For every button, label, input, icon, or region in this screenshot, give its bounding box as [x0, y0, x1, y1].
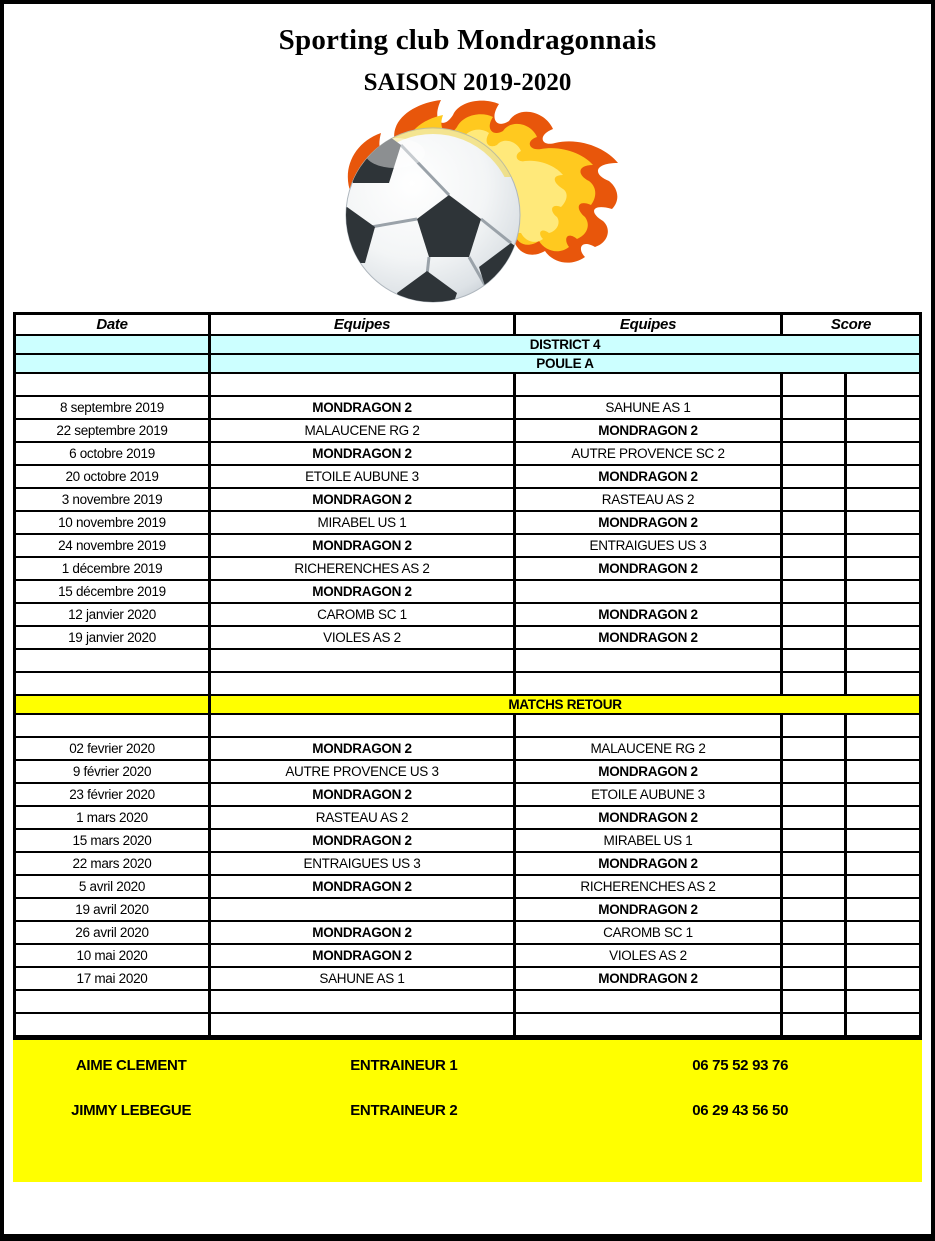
- score-cell: [783, 807, 847, 830]
- away-team-cell: MONDRAGON 2: [516, 807, 783, 830]
- match-row: [16, 968, 919, 991]
- score-cell: [783, 876, 847, 899]
- score-cell: [847, 443, 919, 466]
- match-row: [16, 876, 919, 899]
- date-cell: 02 fevrier 2020: [16, 738, 211, 761]
- score-cell: [847, 420, 919, 443]
- date-cell: [16, 715, 211, 738]
- match-table: [13, 312, 922, 1040]
- score-cell: [847, 991, 919, 1014]
- spacer-row: [16, 650, 919, 673]
- score-cell: [783, 830, 847, 853]
- date-cell: 23 février 2020: [16, 784, 211, 807]
- score-cell: [847, 738, 919, 761]
- score-cell: [783, 991, 847, 1014]
- away-team-cell: VIOLES AS 2: [516, 945, 783, 968]
- date-cell: 8 septembre 2019: [16, 397, 211, 420]
- flaming-soccer-ball-icon: [331, 99, 621, 304]
- home-team-cell: MONDRAGON 2: [211, 535, 516, 558]
- coach-phone: 06 75 52 93 76: [692, 1057, 789, 1074]
- home-team-cell: MONDRAGON 2: [211, 489, 516, 512]
- coach-name: JIMMY LEBEGUE: [71, 1102, 192, 1119]
- home-team-cell: [211, 650, 516, 673]
- score-cell: [847, 581, 919, 604]
- score-cell: [783, 489, 847, 512]
- away-team-cell: RICHERENCHES AS 2: [516, 876, 783, 899]
- away-team-cell: ENTRAIGUES US 3: [516, 535, 783, 558]
- home-team-cell: [211, 673, 516, 696]
- header-equipes-away: Equipes: [516, 315, 783, 336]
- score-cell: [847, 853, 919, 876]
- score-cell: [783, 673, 847, 696]
- home-team-cell: MIRABEL US 1: [211, 512, 516, 535]
- score-cell: [847, 535, 919, 558]
- spacer-row: [16, 374, 919, 397]
- home-team-cell: MONDRAGON 2: [211, 945, 516, 968]
- home-team-cell: [211, 1014, 516, 1037]
- spacer-row: [16, 715, 919, 738]
- score-cell: [783, 853, 847, 876]
- coach-role: ENTRAINEUR 1: [350, 1057, 458, 1074]
- match-row: [16, 627, 919, 650]
- score-cell: [783, 466, 847, 489]
- away-team-cell: MONDRAGON 2: [516, 761, 783, 784]
- poule-label: POULE A: [211, 355, 919, 374]
- away-team-cell: CAROMB SC 1: [516, 922, 783, 945]
- score-cell: [847, 512, 919, 535]
- date-cell: 9 février 2020: [16, 761, 211, 784]
- date-cell: 10 mai 2020: [16, 945, 211, 968]
- date-cell: 22 mars 2020: [16, 853, 211, 876]
- match-row: [16, 761, 919, 784]
- spacer-row: [16, 991, 919, 1014]
- coaches-panel: [13, 1040, 922, 1182]
- score-cell: [783, 715, 847, 738]
- away-team-cell: [516, 374, 783, 397]
- home-team-cell: [211, 374, 516, 397]
- match-row: [16, 443, 919, 466]
- header-date: Date: [16, 315, 211, 336]
- away-team-cell: MONDRAGON 2: [516, 512, 783, 535]
- home-team-cell: MONDRAGON 2: [211, 830, 516, 853]
- coach-phone: 06 29 43 56 50: [692, 1102, 789, 1119]
- home-team-cell: [211, 899, 516, 922]
- header-equipes-home: Equipes: [211, 315, 516, 336]
- away-team-cell: MONDRAGON 2: [516, 627, 783, 650]
- away-team-cell: MONDRAGON 2: [516, 466, 783, 489]
- match-row: [16, 807, 919, 830]
- home-team-cell: RASTEAU AS 2: [211, 807, 516, 830]
- poule-band-row: [16, 355, 919, 374]
- match-row: [16, 466, 919, 489]
- match-row: [16, 420, 919, 443]
- away-team-cell: [516, 1014, 783, 1037]
- score-cell: [847, 397, 919, 420]
- date-cell: [16, 336, 211, 355]
- date-cell: 1 décembre 2019: [16, 558, 211, 581]
- away-team-cell: MONDRAGON 2: [516, 420, 783, 443]
- date-cell: 15 mars 2020: [16, 830, 211, 853]
- date-cell: [16, 991, 211, 1014]
- date-cell: 3 novembre 2019: [16, 489, 211, 512]
- date-cell: [16, 673, 211, 696]
- score-cell: [847, 968, 919, 991]
- away-team-cell: [516, 673, 783, 696]
- date-cell: [16, 696, 211, 715]
- score-cell: [847, 807, 919, 830]
- home-team-cell: SAHUNE AS 1: [211, 968, 516, 991]
- away-team-cell: RASTEAU AS 2: [516, 489, 783, 512]
- table-rows: [16, 374, 919, 1037]
- score-cell: [783, 899, 847, 922]
- date-cell: 24 novembre 2019: [16, 535, 211, 558]
- date-cell: 1 mars 2020: [16, 807, 211, 830]
- date-cell: [16, 355, 211, 374]
- date-cell: 10 novembre 2019: [16, 512, 211, 535]
- spacer-row: [16, 673, 919, 696]
- home-team-cell: MONDRAGON 2: [211, 581, 516, 604]
- score-cell: [847, 899, 919, 922]
- away-team-cell: [516, 991, 783, 1014]
- match-row: [16, 899, 919, 922]
- date-cell: [16, 650, 211, 673]
- away-team-cell: ETOILE AUBUNE 3: [516, 784, 783, 807]
- date-cell: 19 janvier 2020: [16, 627, 211, 650]
- match-row: [16, 581, 919, 604]
- home-team-cell: [211, 991, 516, 1014]
- away-team-cell: [516, 650, 783, 673]
- score-cell: [783, 535, 847, 558]
- score-cell: [783, 784, 847, 807]
- home-team-cell: ETOILE AUBUNE 3: [211, 466, 516, 489]
- match-row: [16, 558, 919, 581]
- date-cell: 20 octobre 2019: [16, 466, 211, 489]
- score-cell: [847, 558, 919, 581]
- score-cell: [783, 443, 847, 466]
- score-cell: [847, 650, 919, 673]
- score-cell: [847, 922, 919, 945]
- coach-name: AIME CLEMENT: [75, 1057, 187, 1074]
- score-cell: [847, 604, 919, 627]
- date-cell: [16, 374, 211, 397]
- match-row: [16, 784, 919, 807]
- away-team-cell: [516, 581, 783, 604]
- district-label: DISTRICT 4: [211, 336, 919, 355]
- score-cell: [847, 830, 919, 853]
- score-cell: [783, 374, 847, 397]
- header-score: Score: [783, 315, 919, 336]
- score-cell: [847, 876, 919, 899]
- date-cell: 15 décembre 2019: [16, 581, 211, 604]
- date-cell: 19 avril 2020: [16, 899, 211, 922]
- home-team-cell: MONDRAGON 2: [211, 876, 516, 899]
- home-team-cell: [211, 715, 516, 738]
- coach-role: ENTRAINEUR 2: [350, 1102, 458, 1119]
- match-row: [16, 397, 919, 420]
- home-team-cell: MONDRAGON 2: [211, 922, 516, 945]
- score-cell: [847, 466, 919, 489]
- home-team-cell: AUTRE PROVENCE US 3: [211, 761, 516, 784]
- score-cell: [783, 761, 847, 784]
- date-cell: 6 octobre 2019: [16, 443, 211, 466]
- score-cell: [847, 627, 919, 650]
- section-band-row: [16, 696, 919, 715]
- home-team-cell: MONDRAGON 2: [211, 738, 516, 761]
- score-cell: [783, 945, 847, 968]
- away-team-cell: MIRABEL US 1: [516, 830, 783, 853]
- score-cell: [847, 489, 919, 512]
- match-row: [16, 604, 919, 627]
- home-team-cell: MONDRAGON 2: [211, 443, 516, 466]
- away-team-cell: MONDRAGON 2: [516, 853, 783, 876]
- score-cell: [783, 1014, 847, 1037]
- score-cell: [783, 512, 847, 535]
- retour-label: MATCHS RETOUR: [211, 696, 919, 715]
- match-row: [16, 853, 919, 876]
- match-row: [16, 535, 919, 558]
- match-row: [16, 489, 919, 512]
- page-title: Sporting club Mondragonnais: [278, 24, 657, 56]
- district-band-row: [16, 336, 919, 355]
- score-cell: [783, 397, 847, 420]
- score-cell: [783, 968, 847, 991]
- date-cell: 5 avril 2020: [16, 876, 211, 899]
- score-cell: [847, 715, 919, 738]
- coach-row: [13, 1057, 922, 1074]
- score-cell: [847, 945, 919, 968]
- match-row: [16, 512, 919, 535]
- score-cell: [783, 627, 847, 650]
- match-row: [16, 922, 919, 945]
- score-cell: [783, 650, 847, 673]
- score-cell: [783, 922, 847, 945]
- away-team-cell: SAHUNE AS 1: [516, 397, 783, 420]
- date-cell: [16, 1014, 211, 1037]
- away-team-cell: MONDRAGON 2: [516, 968, 783, 991]
- score-cell: [847, 1014, 919, 1037]
- home-team-cell: MONDRAGON 2: [211, 784, 516, 807]
- match-row: [16, 945, 919, 968]
- match-row: [16, 738, 919, 761]
- score-cell: [847, 374, 919, 397]
- score-cell: [847, 673, 919, 696]
- away-team-cell: [516, 715, 783, 738]
- score-cell: [783, 581, 847, 604]
- season-subtitle: SAISON 2019-2020: [363, 69, 572, 96]
- match-row: [16, 830, 919, 853]
- date-cell: 12 janvier 2020: [16, 604, 211, 627]
- score-cell: [783, 420, 847, 443]
- score-cell: [783, 738, 847, 761]
- score-cell: [847, 784, 919, 807]
- away-team-cell: MONDRAGON 2: [516, 604, 783, 627]
- date-cell: 22 septembre 2019: [16, 420, 211, 443]
- home-team-cell: CAROMB SC 1: [211, 604, 516, 627]
- score-cell: [783, 604, 847, 627]
- home-team-cell: MONDRAGON 2: [211, 397, 516, 420]
- home-team-cell: VIOLES AS 2: [211, 627, 516, 650]
- home-team-cell: ENTRAIGUES US 3: [211, 853, 516, 876]
- home-team-cell: MALAUCENE RG 2: [211, 420, 516, 443]
- date-cell: 17 mai 2020: [16, 968, 211, 991]
- score-cell: [847, 761, 919, 784]
- away-team-cell: AUTRE PROVENCE SC 2: [516, 443, 783, 466]
- away-team-cell: MONDRAGON 2: [516, 899, 783, 922]
- score-cell: [783, 558, 847, 581]
- table-header-row: [16, 315, 919, 336]
- home-team-cell: RICHERENCHES AS 2: [211, 558, 516, 581]
- spacer-row: [16, 1014, 919, 1037]
- away-team-cell: MONDRAGON 2: [516, 558, 783, 581]
- away-team-cell: MALAUCENE RG 2: [516, 738, 783, 761]
- date-cell: 26 avril 2020: [16, 922, 211, 945]
- coach-row: [13, 1102, 922, 1119]
